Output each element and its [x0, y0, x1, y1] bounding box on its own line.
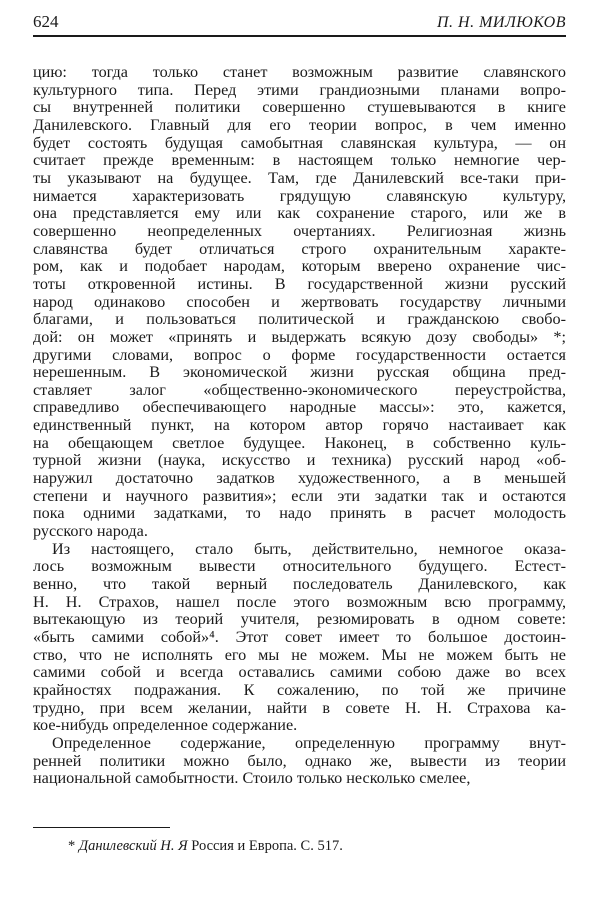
- text-line: совершенно неопределенных очертаниях. Религиозная жизнь: [33, 221, 566, 240]
- text-line: тоты откровенной истины. В государственной жизни русский: [33, 274, 566, 293]
- running-title: П. Н. МИЛЮКОВ: [436, 14, 566, 31]
- text-line: самими собой и всегда оставались самими собою даже во всех: [33, 663, 566, 682]
- text-line: цию: тогда только станет возможным развитие славянского: [33, 63, 566, 81]
- text-line: справедливо обеспечивающего народные массы»: это, кажется,: [33, 398, 566, 417]
- text-line: пока одними задатками, то надо принять в расчет молодость: [33, 504, 566, 523]
- footnote-divider: [33, 827, 170, 828]
- paragraph: [33, 735, 566, 788]
- text-line: народ одинаково способен и жертвовать государству личными: [33, 292, 566, 311]
- text-line: степени и научного развития»; если эти задатки так и остаются: [33, 486, 566, 505]
- text-line: единственный пункт, на котором автор горячо настаивает как: [33, 416, 566, 435]
- text-line: ренней политики можно было, однако же, вывести из теории: [33, 751, 566, 770]
- text-line: Данилевского. Главный для его теории вопрос, в чем именно: [33, 115, 566, 134]
- text-line: ром, как и подобает народам, которым вверено охранение чис-: [33, 257, 566, 276]
- footnote-author: Данилевский Н. Я: [78, 838, 188, 854]
- text-line: благами, и пользоваться политической и гражданскою свобо-: [33, 310, 566, 329]
- text-line: венно, что такой верный последователь Данилевского, как: [33, 575, 566, 594]
- body-text: [33, 64, 566, 788]
- text-line: она представляется ему или как сохранение старого, или же в: [33, 204, 566, 223]
- text-line: крайностях подражания. К сожалению, по той же причине: [33, 680, 566, 699]
- text-line: считает прежде временным: в настоящем только немногие чер-: [33, 151, 566, 170]
- text-line: нерешенным. В экономической жизни русская община пред-: [33, 363, 566, 382]
- text-line: славянства будет отличаться строго охранительным характе-: [33, 239, 566, 258]
- text-line: трудно, при всем желании, найти в совете Н. Н. Страхова ка-: [33, 698, 566, 717]
- text-line: русского народа.: [33, 522, 148, 541]
- text-line: ставляет залог «общественно-экономического переустройства,: [33, 380, 566, 399]
- text-line: Определенное содержание, определенную программу внут-: [52, 733, 566, 752]
- text-line: наружил достаточно задатков художественного, а в меньшей: [33, 469, 566, 488]
- text-line: лось возможным вывести относительного будущего. Естест-: [33, 557, 566, 576]
- text-line: на обещающем светлое будущее. Наконец, в собственно куль-: [33, 433, 566, 452]
- text-line: дой: он может «принять и выдержать всякую дозу свободы» *;: [33, 327, 566, 346]
- text-line: Из настоящего, стало быть, действительно, немногое оказа-: [52, 539, 566, 558]
- text-line: «быть самими собой»⁴. Этот совет имеет то большое достоин-: [33, 628, 566, 646]
- footnote-source: Россия и Европа. С. 517.: [191, 838, 343, 854]
- running-header: [33, 10, 566, 37]
- text-line: культурного типа. Перед этими грандиозными планами вопро-: [33, 80, 566, 99]
- text-line: нимается характеризовать грядущую славянскую культуру,: [33, 186, 566, 205]
- text-line: национальной самобытности. Стоило только несколько смелее,: [33, 769, 471, 788]
- text-line: сы внутренней политики совершенно стушевываются в книге: [33, 98, 566, 117]
- paragraph: [33, 541, 566, 735]
- text-line: вытекающую из теорий учителя, резюмировать в одном совете:: [33, 610, 566, 629]
- text-line: будет состоять будущая самобытная славянская культура, — он: [33, 133, 566, 152]
- text-line: другими словами, вопрос о форме государственности остается: [33, 345, 566, 364]
- footnote: [68, 838, 343, 855]
- text-line: кое-нибудь определенное содержание.: [33, 716, 298, 735]
- paragraph: [33, 64, 566, 541]
- text-line: Н. Н. Страхов, нашел после этого возможным всю программу,: [33, 592, 566, 611]
- text-line: ты указывают на будущее. Там, где Данилевский все-таки при-: [33, 168, 566, 187]
- text-line: турной жизни (наука, искусство и техника) русский народ «об-: [33, 451, 566, 470]
- page-number: 624: [33, 12, 59, 31]
- footnote-marker: *: [68, 838, 76, 854]
- text-line: ство, что не исполнять его мы не можем. Мы не можем быть не: [33, 645, 566, 664]
